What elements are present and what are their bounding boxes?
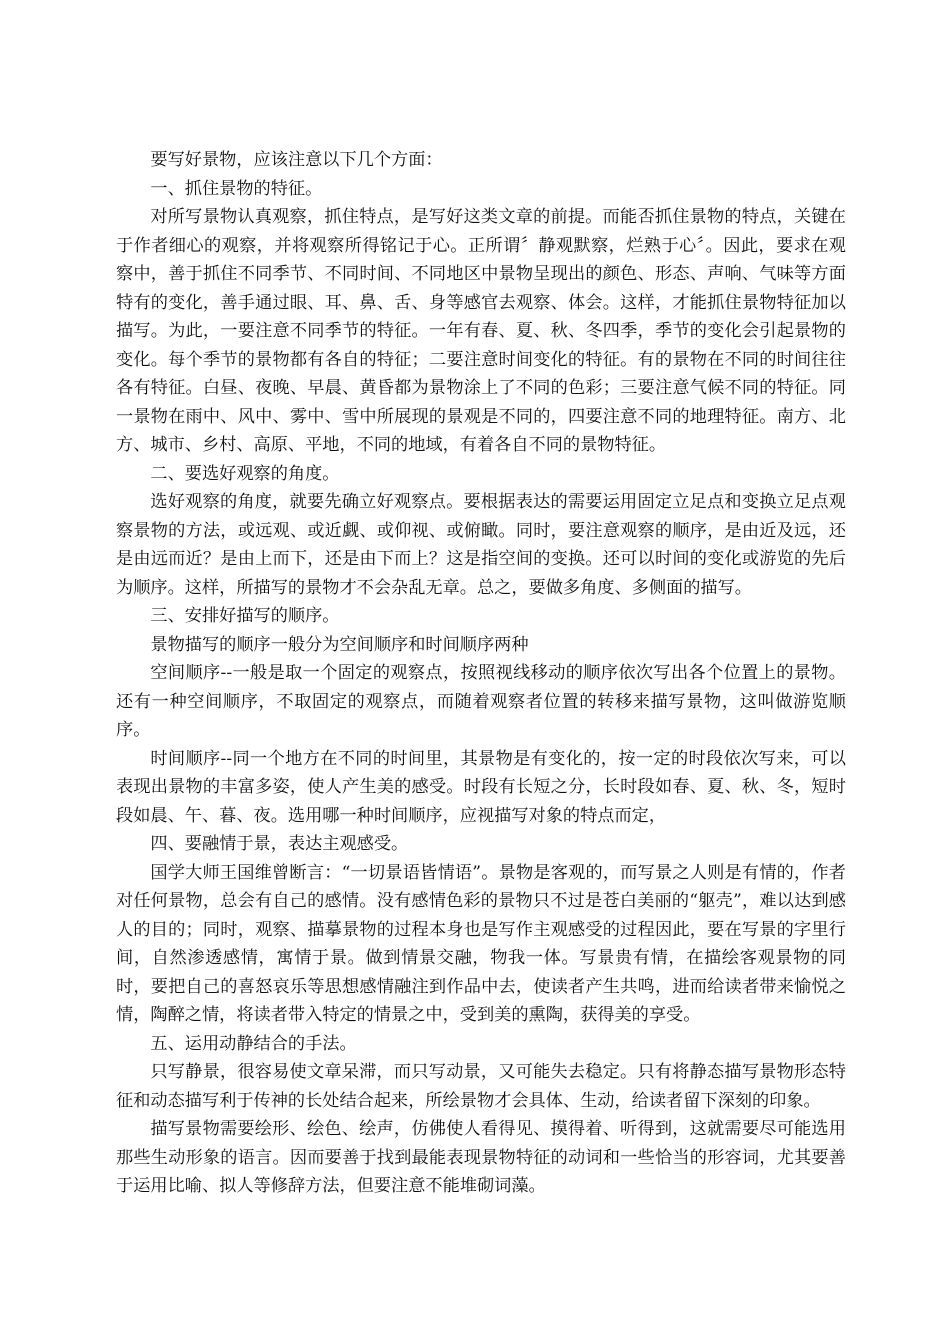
section-heading-4: 四、要融情于景，表达主观感受。	[150, 834, 409, 854]
intro-paragraph: 要写好景物，应该注意以下几个方面：	[150, 150, 443, 170]
paragraph-emotion: 国学大师王国维曾断言：“一切景语皆情语”。景物是客观的，而写景之人则是有情的，作者对任何景物，总会有自己的感情。没有感情色彩的景物只不过是苍白美丽的“躯壳”，难以达到感人的目的；同时，观察、描摹景物的过程本身也是写作主观感受的过程因此，要在写景的字里行间，自然渗透感情，寓情于景。做到情景交融，物我一体。写景贵有情，在描绘客观景物的同时，要把自己的喜怒哀乐等思想感情融注到作品中去，使读者产生共鸣，进而给读者带来愉悦之情，陶醉之情，将读者带入特定的情景之中，受到美的熏陶，获得美的享受。	[116, 862, 846, 1025]
section-heading-1: 一、抓住景物的特征。	[150, 178, 323, 199]
paragraph-features: 对所写景物认真观察，抓住特点，是写好这类文章的前提。而能否抓住景物的特点，关键在于作者细心的观察，并将观察所得铭记于心。正所谓〞静观默察，烂熟于心〞。因此，要求在观察中，善于抓住不同季节、不同时间、不同地区中景物呈现出的颜色、形态、声响、气味等方面特有的变化，善手通过眼、耳、鼻、舌、身等感官去观察、体会。这样，才能抓住景物特征加以描写。为此，一要注意不同季节的特征。一年有春、夏、秋、冬四季，季节的变化会引起景物的变化。每个季节的景物都有各自的特征；二要注意时间变化的特征。有的景物在不同的时间往往各有特征。白昼、夜晚、早晨、黄昏都为景物涂上了不同的色彩；三要注意气候不同的特征。同一景物在雨中、风中、雾中、雪中所展现的景观是不同的，四要注意不同的地理特征。南方、北方、城市、乡村、高原、平地，不同的地域，有着各自不同的景物特征。	[116, 207, 846, 455]
section-heading-5: 五、运用动静结合的手法。	[150, 1033, 357, 1054]
paragraph-angle: 选好观察的角度，就要先确立好观察点。要根据表达的需要运用固定立足点和变换立足点观察景物的方法，或远观、或近觑、或仰视、或俯瞰。同时，要注意观察的顺序，是由近及远，还是由远而近？是由上而下，还是由下而上？这是指空间的变换。还可以时间的变化或游览的先后为顺序。这样，所描写的景物才不会杂乱无章。总之，要做多角度、多侧面的描写。	[116, 492, 846, 598]
section-heading-2: 二、要选好观察的角度。	[150, 463, 340, 484]
section-heading-3: 三、安排好描写的顺序。	[150, 606, 340, 626]
paragraph-spatial-order: 空间顺序--一般是取一个固定的观察点，按照视线移动的顺序依次写出各个位置上的景物。还有一种空间顺序，不取固定的观察点，而随着观察者位置的转移来描写景物，这叫做游览顺序。	[116, 663, 846, 740]
paragraph-time-order: 时间顺序--同一个地方在不同的时间里，其景物是有变化的，按一定的时段依次写来，可以表现出景物的丰富多姿，使人产生美的感受。时段有长短之分，长时段如春、夏、秋、冬，短时段如晨、午、暮、夜。选用哪一种时间顺序，应视描写对象的特点而定，	[116, 748, 846, 826]
paragraph-order-intro: 景物描写的顺序一般分为空间顺序和时间顺序两种	[150, 634, 529, 655]
paragraph-motion: 只写静景，很容易使文章呆滞，而只写动景，又可能失去稳定。只有将静态描写景物形态特征和动态描写利于传神的长处结合起来，所绘景物才会具体、生动，给读者留下深刻的印象。	[116, 1062, 846, 1111]
paragraph-language: 描写景物需要绘形、绘色、绘声，仿佛使人看得见、摸得着、听得到，这就需要尽可能选用那些生动形象的语言。因而要善于找到最能表现景物特征的动词和一些恰当的形容词，尤其要善于运用比喻、拟人等修辞方法，但要注意不能堆砌词藻。	[116, 1119, 846, 1196]
document-body	[116, 146, 846, 1201]
